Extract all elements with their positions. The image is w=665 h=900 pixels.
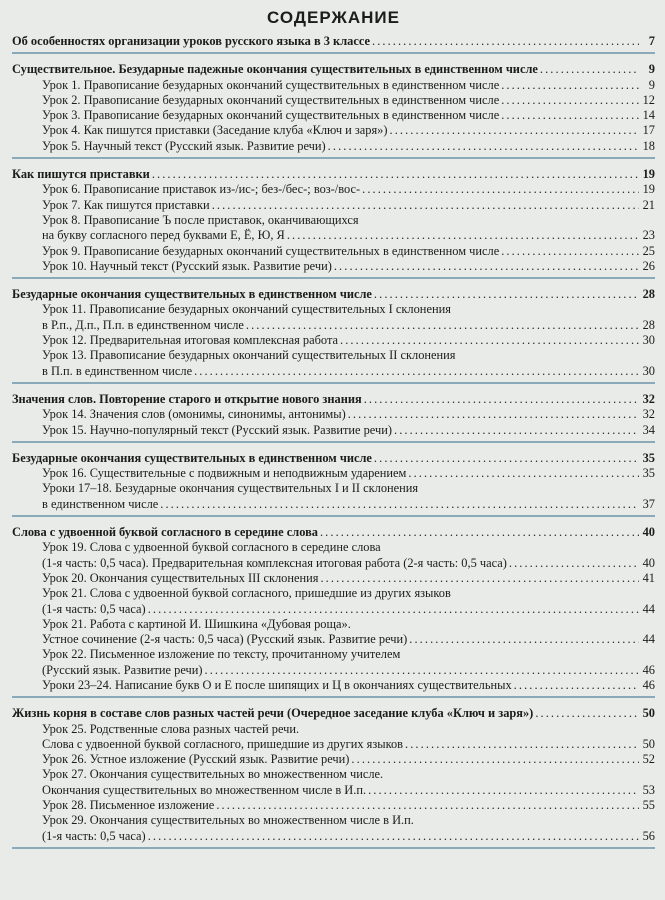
dot-leader [216,798,639,813]
dot-leader [535,706,639,721]
dot-leader [368,783,639,798]
toc-entry-lead: Урок 22. Письменное изложение по тексту, прочитанному учителем [42,647,401,662]
toc-page-number: 40 [642,525,655,540]
toc-entry-lead: Урок 29. Окончания существительных во множественном числе в И.п. [42,813,414,828]
toc-entry-text: Урок 26. Устное изложение (Русский язык. Развитие речи) [42,752,350,767]
toc-lesson-entry[interactable] [12,602,655,617]
page-title: СОДЕРЖАНИЕ [267,8,400,27]
toc-section [12,167,655,279]
toc-section-heading[interactable] [12,287,655,302]
toc-entry-text: Существительное. Безударные падежные окончания существительных в единственном числе [12,62,538,77]
toc-entry-text: Урок 28. Письменное изложение [42,798,215,813]
dot-leader [320,525,639,540]
toc-entry-lead: Урок 8. Правописание Ъ после приставок, оканчивающихся [42,212,359,227]
toc-lesson-entry[interactable] [12,108,655,123]
toc-entry-text: Урок 20. Окончания существительных III склонения [42,570,319,585]
toc-lesson-entry[interactable] [12,78,655,93]
toc-entry-text: Урок 5. Научный текст (Русский язык. Развитие речи) [42,138,326,153]
toc-entry-text: Значения слов. Повторение старого и открытие нового знания [12,391,362,406]
toc-lesson-entry[interactable] [12,466,655,481]
dot-leader [408,466,639,481]
toc-page-number: 35 [642,466,655,481]
toc-page-number: 56 [642,828,655,843]
toc-lesson-entry[interactable] [12,737,655,752]
toc-entry-lead: Урок 11. Правописание безударных окончаний существительных I склонения [42,302,451,317]
toc-entry-text: Урок 16. Существительные с подвижным и неподвижным ударением [42,466,407,481]
toc-page-number: 50 [642,736,655,751]
toc-section-heading[interactable] [12,34,655,49]
toc-page-number: 37 [642,496,655,511]
toc-entry-text: Безударные окончания существительных в единственном числе [12,450,372,465]
toc-entry-lead: Урок 21. Работа с картиной И. Шишкина «Дубовая роща». [42,616,351,631]
dot-leader [409,632,639,647]
dot-leader [194,364,639,379]
toc-page-number: 30 [642,333,655,348]
toc-lesson-entry[interactable] [12,423,655,438]
dot-leader [348,407,639,422]
toc-entry-lead: Урок 27. Окончания существительных во множественном числе. [42,767,384,782]
dot-leader [394,423,639,438]
toc-lesson-entry[interactable] [12,571,655,586]
toc-entry-text: Слова с удвоенной буквой согласного в середине слова [12,525,318,540]
toc-entry-lead: Урок 19. Слова с удвоенной буквой согласного в середине слова [42,540,381,555]
toc-entry-text: в единственном числе [42,496,159,511]
dot-leader [320,571,639,586]
toc-page-number: 32 [642,391,655,406]
toc-entry-text: Урок 9. Правописание безударных окончаний существительных в единственном числе [42,243,500,258]
dot-leader [501,78,639,93]
toc-lesson-entry[interactable] [12,798,655,813]
toc-page-number: 17 [642,123,655,138]
toc-page-number: 25 [642,243,655,258]
toc-page-number: 30 [642,363,655,378]
toc-page-number: 28 [642,317,655,332]
dot-leader [334,259,639,274]
toc-section-heading[interactable] [12,62,655,77]
toc-page-number: 53 [642,782,655,797]
dot-leader [372,34,639,49]
toc-entry-text: Окончания существительных во множественном числе в И.п. [42,782,367,797]
toc-section [12,34,655,54]
toc-lesson-entry[interactable] [12,663,655,678]
toc-section [12,525,655,698]
toc-section-heading[interactable] [12,706,655,721]
toc-entry-lead: Урок 25. Родственные слова разных частей речи. [42,721,300,736]
toc-entry-lead: Урок 21. Слова с удвоенной буквой согласного, пришедшие из других языков [42,586,451,601]
toc-page-number: 32 [642,407,655,422]
toc-section [12,287,655,384]
dot-leader [509,556,639,571]
toc-page-number: 21 [642,197,655,212]
dot-leader [205,663,639,678]
toc-entry-text: Безударные окончания существительных в единственном числе [12,287,372,302]
dot-leader [514,678,639,693]
dot-leader [160,497,639,512]
toc-lesson-entry[interactable] [12,259,655,274]
toc-list [12,34,655,849]
toc-entry-text: (1-я часть: 0,5 часа). Предварительная комплексная итоговая работа (2-я часть: 0,5 часа) [42,555,507,570]
toc-section-heading[interactable] [12,525,655,540]
toc-page-number: 40 [642,555,655,570]
dot-leader [362,182,639,197]
toc-section-heading[interactable] [12,167,655,182]
dot-leader [287,228,639,243]
toc-entry-text: Уроки 23–24. Написание букв О и Е после шипящих и Ц в окончаниях существительных [42,677,512,692]
toc-page-number: 9 [648,62,655,77]
toc-entry-lead: Уроки 17–18. Безударные окончания существительных I и II склонения [42,481,419,496]
dot-leader [540,62,639,77]
toc-page-number: 46 [642,662,655,677]
toc-entry-text: Урок 7. Как пишутся приставки [42,197,210,212]
toc-entry-text: в Р.п., Д.п., П.п. в единственном числе [42,317,244,332]
toc-page-number: 26 [642,258,655,273]
toc-lesson-entry[interactable] [12,497,655,512]
toc-entry-text: Устное сочинение (2-я часть: 0,5 часа) (Русский язык. Развитие речи) [42,632,408,647]
toc-page-number: 28 [642,287,655,302]
toc-page-number: 41 [642,570,655,585]
toc-entry-text: Урок 12. Предварительная итоговая комплексная работа [42,333,339,348]
toc-page-number: 55 [642,798,655,813]
dot-leader [351,752,639,767]
toc-entry-text: Урок 10. Научный текст (Русский язык. Развитие речи) [42,258,332,273]
toc-page-number: 46 [642,677,655,692]
toc-lesson-entry[interactable] [12,783,655,798]
toc-entry-lead: Урок 13. Правописание безударных окончаний существительных II склонения [42,348,456,363]
toc-entry-text: Урок 2. Правописание безударных окончаний существительных в единственном числе [42,92,500,107]
toc-entry-text: Жизнь корня в составе слов разных частей речи (Очередное заседание клуба «Ключ и заря») [12,706,534,721]
toc-lesson-entry[interactable] [12,198,655,213]
toc-lesson-entry[interactable] [12,333,655,348]
toc-lesson-entry[interactable] [12,244,655,259]
toc-section-heading[interactable] [12,392,655,407]
toc-entry-text: Урок 14. Значения слов (омонимы, синонимы, антонимы) [42,407,346,422]
dot-leader [328,139,639,154]
toc-entry-text: Урок 3. Правописание безударных окончаний существительных в единственном числе [42,108,500,123]
toc-lesson-entry[interactable] [12,829,655,844]
dot-leader [390,123,640,138]
toc-page-number: 7 [648,34,655,48]
toc-lesson-entry[interactable] [12,228,655,243]
toc-page-number: 14 [642,108,655,123]
toc-entry-text: Как пишутся приставки [12,167,150,182]
toc-lesson-entry[interactable] [12,556,655,571]
toc-section [12,62,655,159]
dot-leader [148,829,639,844]
dot-leader [374,287,639,302]
dot-leader [246,318,639,333]
toc-page-number: 18 [642,138,655,153]
toc-lesson-entry[interactable] [12,318,655,333]
toc-page-number: 35 [642,450,655,465]
toc-entry-text: Урок 1. Правописание безударных окончаний существительных в единственном числе [42,77,500,92]
toc-entry-text: (1-я часть: 0,5 часа) [42,601,146,616]
dot-leader [501,244,639,259]
dot-leader [501,108,639,123]
toc-lesson-entry[interactable] [12,182,655,197]
toc-page-number: 52 [642,752,655,767]
toc-lesson-entry[interactable] [12,139,655,154]
toc-page-number: 12 [642,92,655,107]
toc-entry-text: Урок 4. Как пишутся приставки (Заседание клуба «Ключ и заря») [42,123,388,138]
toc-entry-text: (Русский язык. Развитие речи) [42,662,203,677]
toc-entry-text: в П.п. в единственном числе [42,363,193,378]
toc-lesson-entry[interactable] [12,93,655,108]
dot-leader [212,198,639,213]
toc-page-number: 19 [642,167,655,182]
toc-page-number: 19 [642,182,655,197]
toc-lesson-entry[interactable] [12,632,655,647]
toc-page-number: 44 [642,601,655,616]
toc-entry-text: на букву согласного перед буквами Е, Ё, Ю, Я [42,228,285,243]
toc-entry-text: Урок 6. Правописание приставок из-/ис-; без-/бес-; воз-/вос- [42,182,361,197]
toc-lesson-entry[interactable] [12,364,655,379]
toc-page-number: 50 [642,706,655,721]
toc-page-number: 34 [642,422,655,437]
toc-entry-text: Урок 15. Научно-популярный текст (Русский язык. Развитие речи) [42,422,392,437]
toc-section-heading[interactable] [12,451,655,466]
toc-page-number: 23 [642,228,655,243]
dot-leader [152,167,639,182]
dot-leader [374,451,639,466]
dot-leader [340,333,639,348]
dot-leader [405,737,639,752]
toc-lesson-entry[interactable] [12,752,655,767]
dot-leader [501,93,639,108]
toc-section [12,451,655,517]
toc-section [12,706,655,849]
toc-page-number: 9 [648,77,655,92]
toc-page-number: 44 [642,632,655,647]
dot-leader [148,602,639,617]
dot-leader [364,392,639,407]
toc-entry-text: Об особенностях организации уроков русского языка в 3 классе [12,34,370,48]
toc-lesson-entry[interactable] [12,123,655,138]
toc-section [12,392,655,443]
toc-lesson-entry[interactable] [12,407,655,422]
toc-lesson-entry[interactable] [12,678,655,693]
toc-entry-text: (1-я часть: 0,5 часа) [42,828,146,843]
toc-entry-text: Слова с удвоенной буквой согласного, пришедшие из других языков [42,736,404,751]
